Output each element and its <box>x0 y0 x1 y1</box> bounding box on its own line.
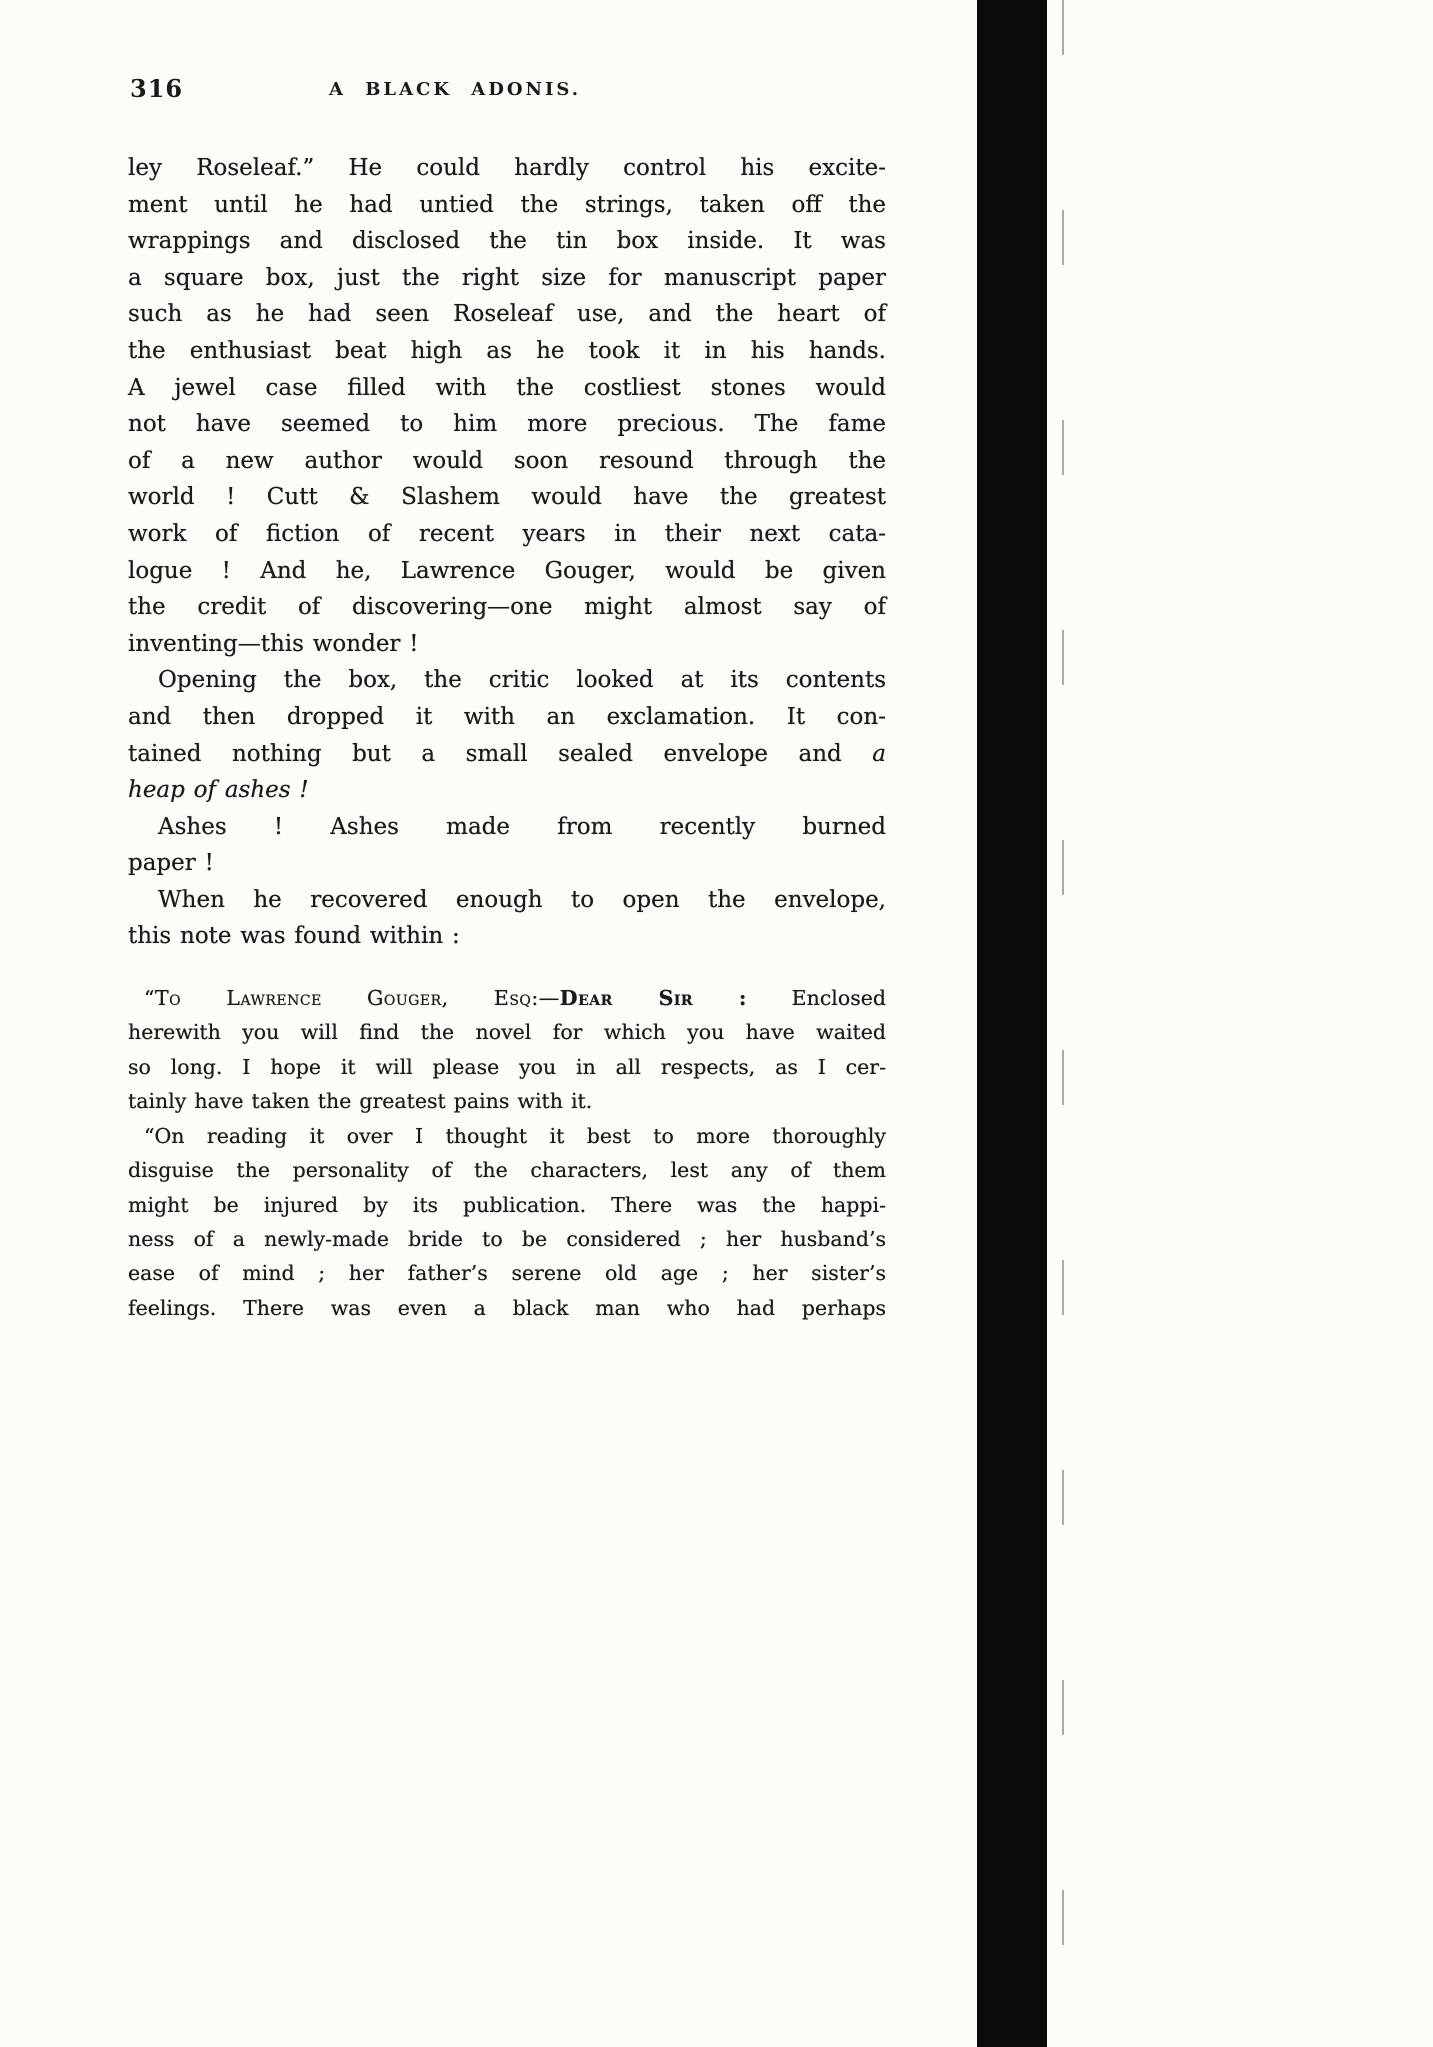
text-line: logue ! And he, Lawrence Gouger, would be given <box>128 557 886 584</box>
text-segment: Enclosed <box>746 986 886 1011</box>
text-line: tainly have taken the greatest pains with it. <box>128 1089 593 1114</box>
text-line: feelings. There was even a black man who had perhaps <box>128 1295 886 1320</box>
page-header <box>128 74 886 106</box>
scan-crease-line <box>1062 0 1064 2047</box>
letter-paragraph-1 <box>128 981 886 1119</box>
italic-text-segment: a <box>872 740 886 767</box>
italic-text-line: heap of ashes ! <box>128 777 309 804</box>
text-line: “On reading it over I thought it best to more thoroughly <box>144 1123 886 1148</box>
quoted-letter <box>128 981 886 1325</box>
text-line: disguise the personality of the characters, lest any of them <box>128 1158 886 1183</box>
text-line: world ! Cutt & Slashem would have the greatest <box>128 484 886 511</box>
text-line: ley Roseleaf.” He could hardly control his excite- <box>128 155 886 181</box>
text-line: wrappings and disclosed the tin box inside. It was <box>128 228 886 255</box>
text-line: paper ! <box>128 850 214 877</box>
text-line: a square box, just the right size for manuscript paper <box>128 264 886 291</box>
salutation-name: “To Lawrence Gouger, Esq:— <box>144 986 560 1011</box>
text-segment: tained nothing but a small sealed envelope and <box>128 740 873 767</box>
text-line: and then dropped it with an exclamation. It con- <box>128 703 886 730</box>
text-line: Ashes ! Ashes made from recently burned <box>158 813 886 840</box>
text-line: not have seemed to him more precious. The fame <box>128 411 886 438</box>
letter-paragraph-2 <box>128 1119 886 1325</box>
text-line: inventing—this wonder ! <box>128 630 419 657</box>
paragraph-1 <box>128 150 886 662</box>
text-line: so long. I hope it will please you in all respects, as I cer- <box>128 1054 886 1079</box>
scan-black-bar <box>977 0 1047 2047</box>
text-line: When he recovered enough to open the envelope, <box>158 886 886 913</box>
paragraph-3 <box>128 809 886 882</box>
text-line: this note was found within : <box>128 923 460 950</box>
page-body <box>128 150 886 1325</box>
paragraph-2 <box>128 662 886 808</box>
text-line: such as he had seen Roseleaf use, and the heart of <box>128 301 886 328</box>
text-line: Opening the box, the critic looked at its contents <box>158 667 886 694</box>
paragraph-4 <box>128 882 886 955</box>
text-line: of a new author would soon resound through the <box>128 447 886 474</box>
text-line: work of fiction of recent years in their next cata- <box>128 520 886 547</box>
running-title: A BLACK ADONIS. <box>328 79 582 100</box>
text-line: ease of mind ; her father’s serene old age ; her sister’s <box>128 1261 886 1286</box>
text-line: A jewel case filled with the costliest stones would <box>128 374 886 401</box>
text-column <box>128 74 886 1325</box>
text-line: the enthusiast beat high as he took it in his hands. <box>128 337 886 364</box>
salutation-dear-sir: Dear Sir : <box>559 986 747 1011</box>
page-number: 316 <box>130 74 184 103</box>
text-line: the credit of discovering—one might almost say of <box>128 594 886 621</box>
text-line: herewith you will find the novel for which you have waited <box>128 1020 886 1045</box>
letter-salutation-line <box>128 981 886 1015</box>
text-line: might be injured by its publication. There was the happi- <box>128 1192 886 1217</box>
text-line <box>128 736 886 773</box>
text-line: ment until he had untied the strings, taken off the <box>128 191 886 218</box>
text-line: ness of a newly-made bride to be considered ; her husband’s <box>128 1226 886 1251</box>
